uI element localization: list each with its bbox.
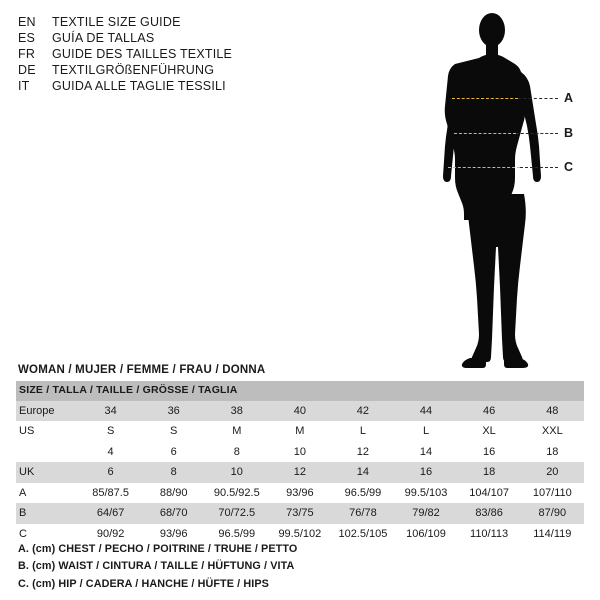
legend-row-chest: A. (cm) CHEST / PECHO / POITRINE / TRUHE / PETTO [18, 543, 298, 555]
table-row [16, 442, 584, 463]
table-cell: 96.5/99 [344, 486, 382, 499]
table-cell: 70/72.5 [218, 507, 256, 520]
table-header-label: SIZE / TALLA / TAILLE / GRÖSSE / TAGLIA [19, 384, 238, 396]
row-label: UK [19, 466, 35, 479]
language-title: GUIDE DES TAILLES TEXTILE [52, 47, 233, 61]
table-header-row [16, 381, 584, 401]
table-cell: 12 [293, 466, 306, 479]
measure-line-waist [454, 133, 516, 134]
table-cell: 8 [170, 466, 177, 479]
size-table-section [16, 360, 584, 544]
table-cell: 99.5/103 [404, 486, 448, 499]
table-cell: 40 [293, 404, 306, 417]
table-cell: 16 [419, 466, 433, 479]
table-cell: 104/107 [469, 486, 509, 499]
table-cell: 10 [230, 466, 243, 479]
table-row [16, 401, 584, 422]
table-cell: 18 [482, 466, 496, 479]
measure-label-a: A [564, 91, 574, 105]
table-cell: 102.5/105 [338, 527, 388, 540]
language-row [18, 14, 318, 30]
table-cell: L [359, 425, 366, 438]
table-cell: 99.5/102 [278, 527, 322, 540]
table-cell: 6 [107, 466, 114, 479]
measure-label-c: C [564, 160, 574, 174]
table-cell: 68/70 [159, 507, 188, 520]
measure-label-b: B [564, 126, 574, 140]
table-cell: 106/109 [406, 527, 446, 540]
table-cell: 42 [356, 404, 370, 417]
row-label: C [19, 527, 27, 540]
table-cell: S [106, 425, 115, 438]
size-table [16, 381, 584, 544]
row-label: US [19, 425, 35, 438]
table-cell: 88/90 [159, 486, 188, 499]
language-title: TEXTILGRÖßENFÜHRUNG [52, 63, 215, 77]
legend-row-waist: B. (cm) WAIST / CINTURA / TAILLE / HÜFTUNG / VITA [18, 560, 295, 573]
table-cell: 4 [107, 445, 114, 458]
table-cell: 18 [546, 445, 559, 458]
row-label: A [19, 486, 27, 499]
language-title: GUÍA DE TALLAS [52, 31, 155, 45]
table-cell: 46 [482, 404, 496, 417]
table-cell: 14 [356, 466, 370, 479]
table-row [16, 503, 584, 524]
language-title-list [18, 14, 318, 94]
table-cell: 14 [419, 445, 433, 458]
table-cell: 20 [546, 466, 559, 479]
table-cell: 110/113 [470, 527, 509, 540]
table-cell: 90.5/92.5 [213, 486, 260, 499]
table-cell: 38 [230, 404, 243, 417]
table-cell: 90/92 [96, 527, 125, 540]
table-cell: 83/86 [475, 507, 503, 520]
measurement-legend [18, 541, 584, 593]
table-row [16, 483, 584, 504]
table-cell: 114/119 [533, 527, 572, 540]
body-figure-diagram [400, 0, 600, 378]
legend-row-hip: C. (cm) HIP / CADERA / HANCHE / HÜFTE / HIPS [18, 577, 269, 590]
measure-leader-hip [520, 167, 558, 168]
language-code: EN [18, 15, 36, 29]
table-cell: 107/110 [532, 486, 572, 499]
table-row [16, 462, 584, 483]
row-label: B [19, 507, 27, 520]
language-code: IT [18, 79, 30, 93]
measure-line-chest [452, 98, 518, 99]
table-cell: 34 [104, 404, 117, 417]
language-row [18, 46, 318, 62]
table-cell: M [232, 425, 242, 438]
row-label: Europe [19, 404, 55, 417]
language-title: GUIDA ALLE TAGLIE TESSILI [52, 79, 226, 93]
table-cell: 96.5/99 [218, 527, 256, 540]
language-code: ES [18, 31, 36, 45]
table-group-label: WOMAN / MUJER / FEMME / FRAU / DONNA [18, 364, 266, 376]
table-cell: S [170, 425, 178, 438]
measure-line-hip [448, 167, 520, 168]
table-cell: 10 [293, 445, 306, 458]
table-cell: XXL [541, 425, 563, 438]
language-code: FR [18, 47, 36, 61]
table-cell: 79/82 [412, 507, 440, 520]
table-cell: 8 [233, 445, 240, 458]
table-cell: 85/87.5 [92, 486, 129, 499]
table-cell: 87/90 [538, 507, 567, 520]
table-cell: L [422, 425, 430, 438]
table-cell: 44 [419, 404, 433, 417]
table-cell: 73/75 [286, 507, 314, 520]
table-cell: 76/78 [349, 507, 377, 520]
table-row [16, 421, 584, 442]
language-row [18, 62, 318, 78]
table-cell: 93/96 [159, 527, 188, 540]
measure-leader-waist [516, 133, 558, 134]
table-cell: M [295, 425, 305, 438]
measure-leader-chest [518, 98, 558, 99]
table-cell: XL [482, 425, 496, 438]
table-cell: 93/96 [286, 486, 314, 499]
table-cell: 16 [482, 445, 496, 458]
table-cell: 36 [167, 404, 180, 417]
language-title: TEXTILE SIZE GUIDE [52, 15, 181, 29]
table-cell: 6 [170, 445, 177, 458]
row-label [16, 442, 79, 463]
language-row [18, 30, 318, 46]
table-cell: 48 [546, 404, 559, 417]
language-code: DE [18, 63, 36, 77]
table-cell: 12 [356, 445, 370, 458]
language-row [18, 78, 318, 94]
female-body-silhouette-icon [430, 8, 560, 373]
table-cell: 64/67 [96, 507, 125, 520]
